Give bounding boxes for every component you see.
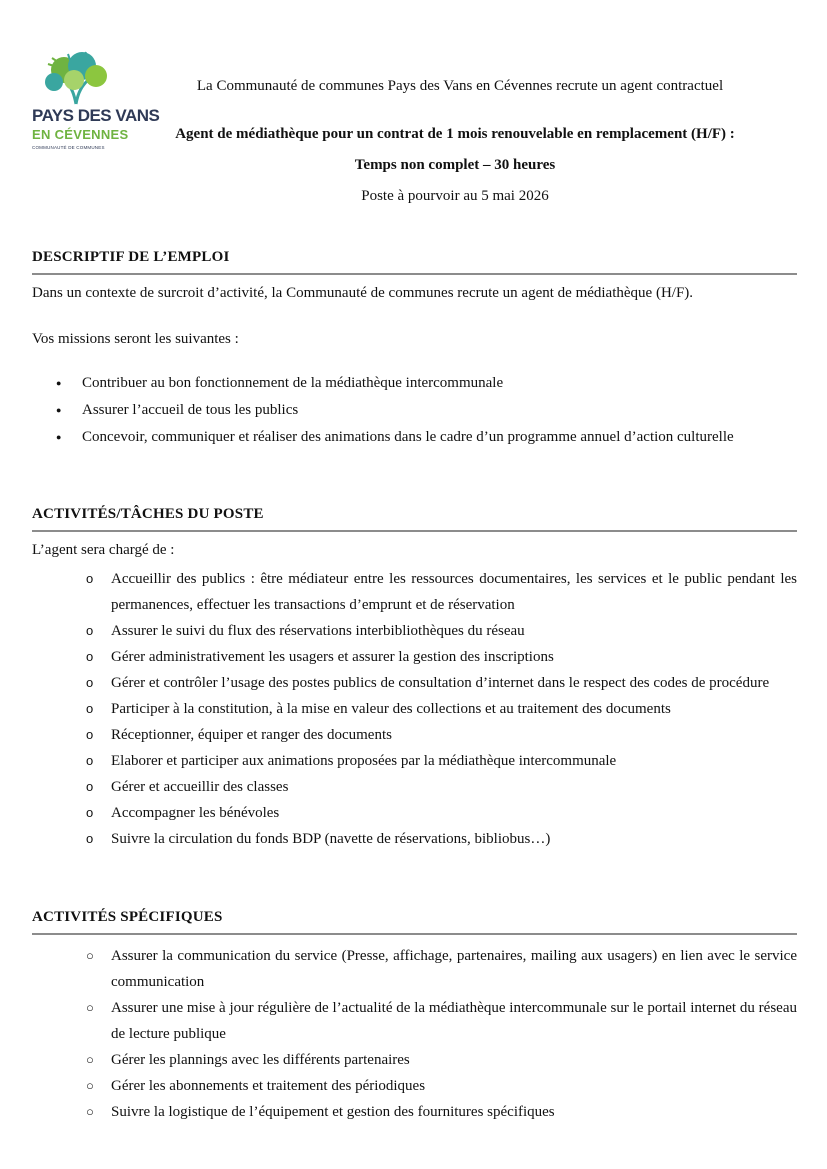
specifiques-list <box>32 943 797 1125</box>
activites-intro: L’agent sera chargé de : <box>32 542 175 558</box>
list-item: o Elaborer et participer aux animations proposées par la médiathèque intercommunale <box>32 748 797 774</box>
list-item: o Assurer le suivi du flux des réservations interbibliothèques du réseau <box>32 618 797 644</box>
list-item: o Gérer administrativement les usagers et assurer la gestion des inscriptions <box>32 644 797 670</box>
activites-list <box>32 566 797 852</box>
missions-list <box>32 372 772 453</box>
start-date: Poste à pourvoir au 5 mai 2026 <box>361 188 549 204</box>
section-divider <box>32 933 797 935</box>
list-item: ○ Gérer les plannings avec les différents partenaires <box>32 1047 797 1073</box>
list-item: ○ Assurer la communication du service (Presse, affichage, partenaires, mailing aux usagers) en lien avec le service communication <box>32 943 797 995</box>
logo-subname: EN CÉVENNES <box>32 127 129 142</box>
list-item: ○ Suivre la logistique de l’équipement et gestion des fournitures spécifiques <box>32 1099 797 1125</box>
descriptif-intro: Dans un contexte de surcroit d’activité, la Communauté de communes recrute un agent de médiathèque (H/F). <box>32 285 694 301</box>
list-item: o Réceptionner, équiper et ranger des documents <box>32 722 797 748</box>
job-title: Agent de médiathèque pour un contrat de 1 mois renouvelable en remplacement (H/F) : <box>175 126 735 142</box>
list-item: o Accueillir des publics : être médiateur entre les ressources documentaires, les services et le public pendant les permanences, effectuer les transactions d’emprunt et de réservation <box>32 566 797 618</box>
section-divider <box>32 273 797 275</box>
section-title-descriptif: DESCRIPTIF DE L’EMPLOI <box>32 249 230 265</box>
list-item: ● Concevoir, communiquer et réaliser des animations dans le cadre d’un programme annuel d’action culturelle <box>32 426 772 448</box>
logo <box>28 50 160 160</box>
list-item: o Gérer et contrôler l’usage des postes publics de consultation d’internet dans le respect des codes de procédure <box>32 670 797 696</box>
list-item: o Accompagner les bénévoles <box>32 800 797 826</box>
list-item: o Suivre la circulation du fonds BDP (navette de réservations, bibliobus…) <box>32 826 797 852</box>
list-item: ● Assurer l’accueil de tous les publics <box>32 399 772 421</box>
missions-label: Vos missions seront les suivantes : <box>32 331 239 347</box>
section-title-activites: ACTIVITÉS/TÂCHES DU POSTE <box>32 506 264 522</box>
header-intro: La Communauté de communes Pays des Vans en Cévennes recrute un agent contractuel <box>196 78 724 94</box>
tree-logo-icon <box>38 50 114 106</box>
list-item: o Gérer et accueillir des classes <box>32 774 797 800</box>
list-item: o Participer à la constitution, à la mise en valeur des collections et au traitement des documents <box>32 696 797 722</box>
list-item: ○ Assurer une mise à jour régulière de l’actualité de la médiathèque intercommunale sur le portail internet du réseau de lecture publique <box>32 995 797 1047</box>
list-item: ○ Gérer les abonnements et traitement des périodiques <box>32 1073 797 1099</box>
logo-tagline: COMMUNAUTÉ DE COMMUNES <box>32 145 105 150</box>
section-title-specifiques: ACTIVITÉS SPÉCIFIQUES <box>32 909 223 925</box>
logo-name: PAYS DES VANS <box>32 106 160 125</box>
work-time: Temps non complet – 30 heures <box>354 157 556 173</box>
section-divider <box>32 530 797 532</box>
list-item: ● Contribuer au bon fonctionnement de la médiathèque intercommunale <box>32 372 772 394</box>
